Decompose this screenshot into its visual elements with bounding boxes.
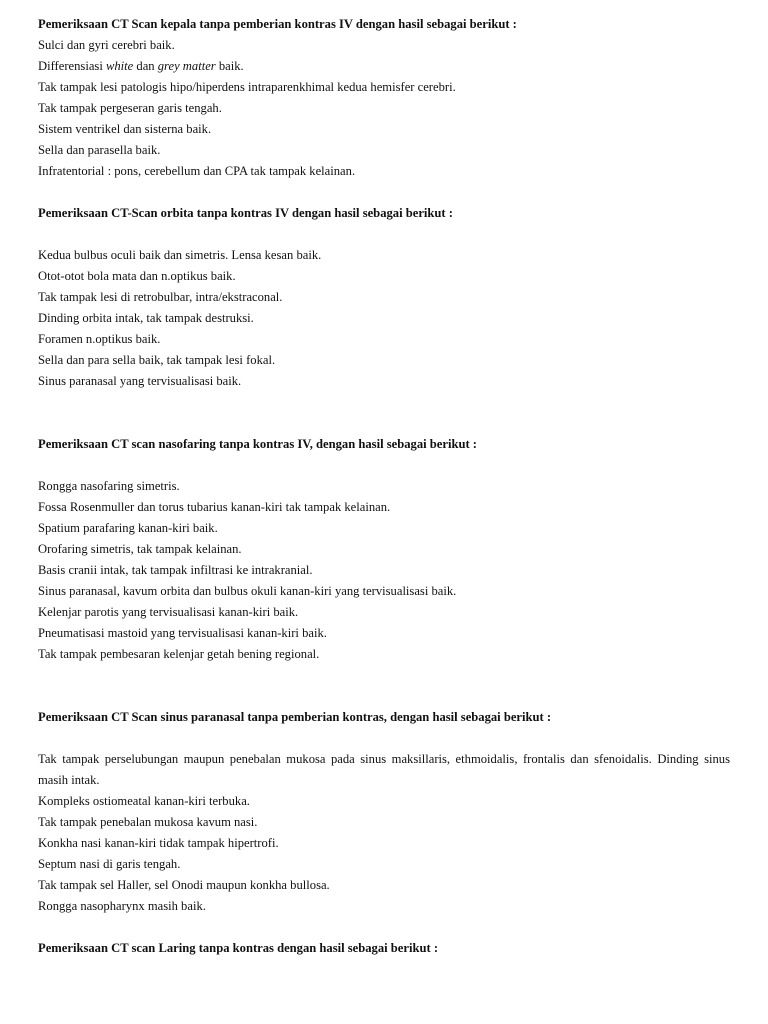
finding-line-differensiasi: Differensiasi white dan grey matter baik. xyxy=(38,59,244,73)
finding-line: Otot-otot bola mata dan n.optikus baik. xyxy=(38,269,236,283)
finding-line: Sella dan para sella baik, tak tampak lesi fokal. xyxy=(38,353,276,367)
italic-term: white xyxy=(105,59,134,73)
finding-line: Tak tampak penebalan mukosa kavum nasi. xyxy=(38,815,258,829)
finding-line: Spatium parafaring kanan-kiri baik. xyxy=(38,521,218,535)
finding-line: Tak tampak lesi patologis hipo/hiperdens intraparenkhimal kedua hemisfer cerebri. xyxy=(38,80,456,94)
finding-line: Foramen n.optikus baik. xyxy=(38,332,161,346)
section-heading-laring: Pemeriksaan CT scan Laring tanpa kontras dengan hasil sebagai berikut : xyxy=(38,941,439,955)
finding-line: Sulci dan gyri cerebri baik. xyxy=(38,38,175,52)
section-heading-sinus-paranasal: Pemeriksaan CT Scan sinus paranasal tanpa pemberian kontras, dengan hasil sebagai berikut : xyxy=(38,710,552,724)
finding-line: Kedua bulbus oculi baik dan simetris. Lensa kesan baik. xyxy=(38,248,322,262)
finding-line: Septum nasi di garis tengah. xyxy=(38,857,181,871)
finding-line: Dinding orbita intak, tak tampak destruksi. xyxy=(38,311,254,325)
finding-line: Sinus paranasal yang tervisualisasi baik. xyxy=(38,374,242,388)
italic-term: grey matter xyxy=(157,59,216,73)
finding-line: Konkha nasi kanan-kiri tidak tampak hipertrofi. xyxy=(38,836,279,850)
section-heading-orbita: Pemeriksaan CT-Scan orbita tanpa kontras IV dengan hasil sebagai berikut : xyxy=(38,206,453,220)
finding-line: Sella dan parasella baik. xyxy=(38,143,161,157)
section-heading-kepala: Pemeriksaan CT Scan kepala tanpa pemberian kontras IV dengan hasil sebagai berikut : xyxy=(38,17,517,31)
finding-line: Tak tampak sel Haller, sel Onodi maupun konkha bullosa. xyxy=(38,878,330,892)
finding-paragraph: Tak tampak perselubungan maupun penebalan mukosa pada sinus maksillaris, ethmoidalis, frontalis dan sfenoidalis. Dinding sinus masih intak. xyxy=(38,752,730,787)
finding-line: Fossa Rosenmuller dan torus tubarius kanan-kiri tak tampak kelainan. xyxy=(38,500,391,514)
finding-line: Tak tampak lesi di retrobulbar, intra/ekstraconal. xyxy=(38,290,283,304)
finding-line: Infratentorial : pons, cerebellum dan CPA tak tampak kelainan. xyxy=(38,164,356,178)
section-heading-nasofaring: Pemeriksaan CT scan nasofaring tanpa kontras IV, dengan hasil sebagai berikut : xyxy=(38,437,477,451)
finding-line: Basis cranii intak, tak tampak infiltrasi ke intrakranial. xyxy=(38,563,313,577)
finding-line: Kompleks ostiomeatal kanan-kiri terbuka. xyxy=(38,794,250,808)
finding-line: Sistem ventrikel dan sisterna baik. xyxy=(38,122,212,136)
finding-line: Tak tampak pembesaran kelenjar getah bening regional. xyxy=(38,647,320,661)
finding-line: Orofaring simetris, tak tampak kelainan. xyxy=(38,542,242,556)
finding-line: Rongga nasopharynx masih baik. xyxy=(38,899,206,913)
finding-line: Kelenjar parotis yang tervisualisasi kanan-kiri baik. xyxy=(38,605,299,619)
finding-line: Rongga nasofaring simetris. xyxy=(38,479,180,493)
finding-line: Tak tampak pergeseran garis tengah. xyxy=(38,101,222,115)
finding-line: Pneumatisasi mastoid yang tervisualisasi kanan-kiri baik. xyxy=(38,626,327,640)
document-page xyxy=(38,14,730,959)
finding-line: Sinus paranasal, kavum orbita dan bulbus okuli kanan-kiri yang tervisualisasi baik. xyxy=(38,584,457,598)
